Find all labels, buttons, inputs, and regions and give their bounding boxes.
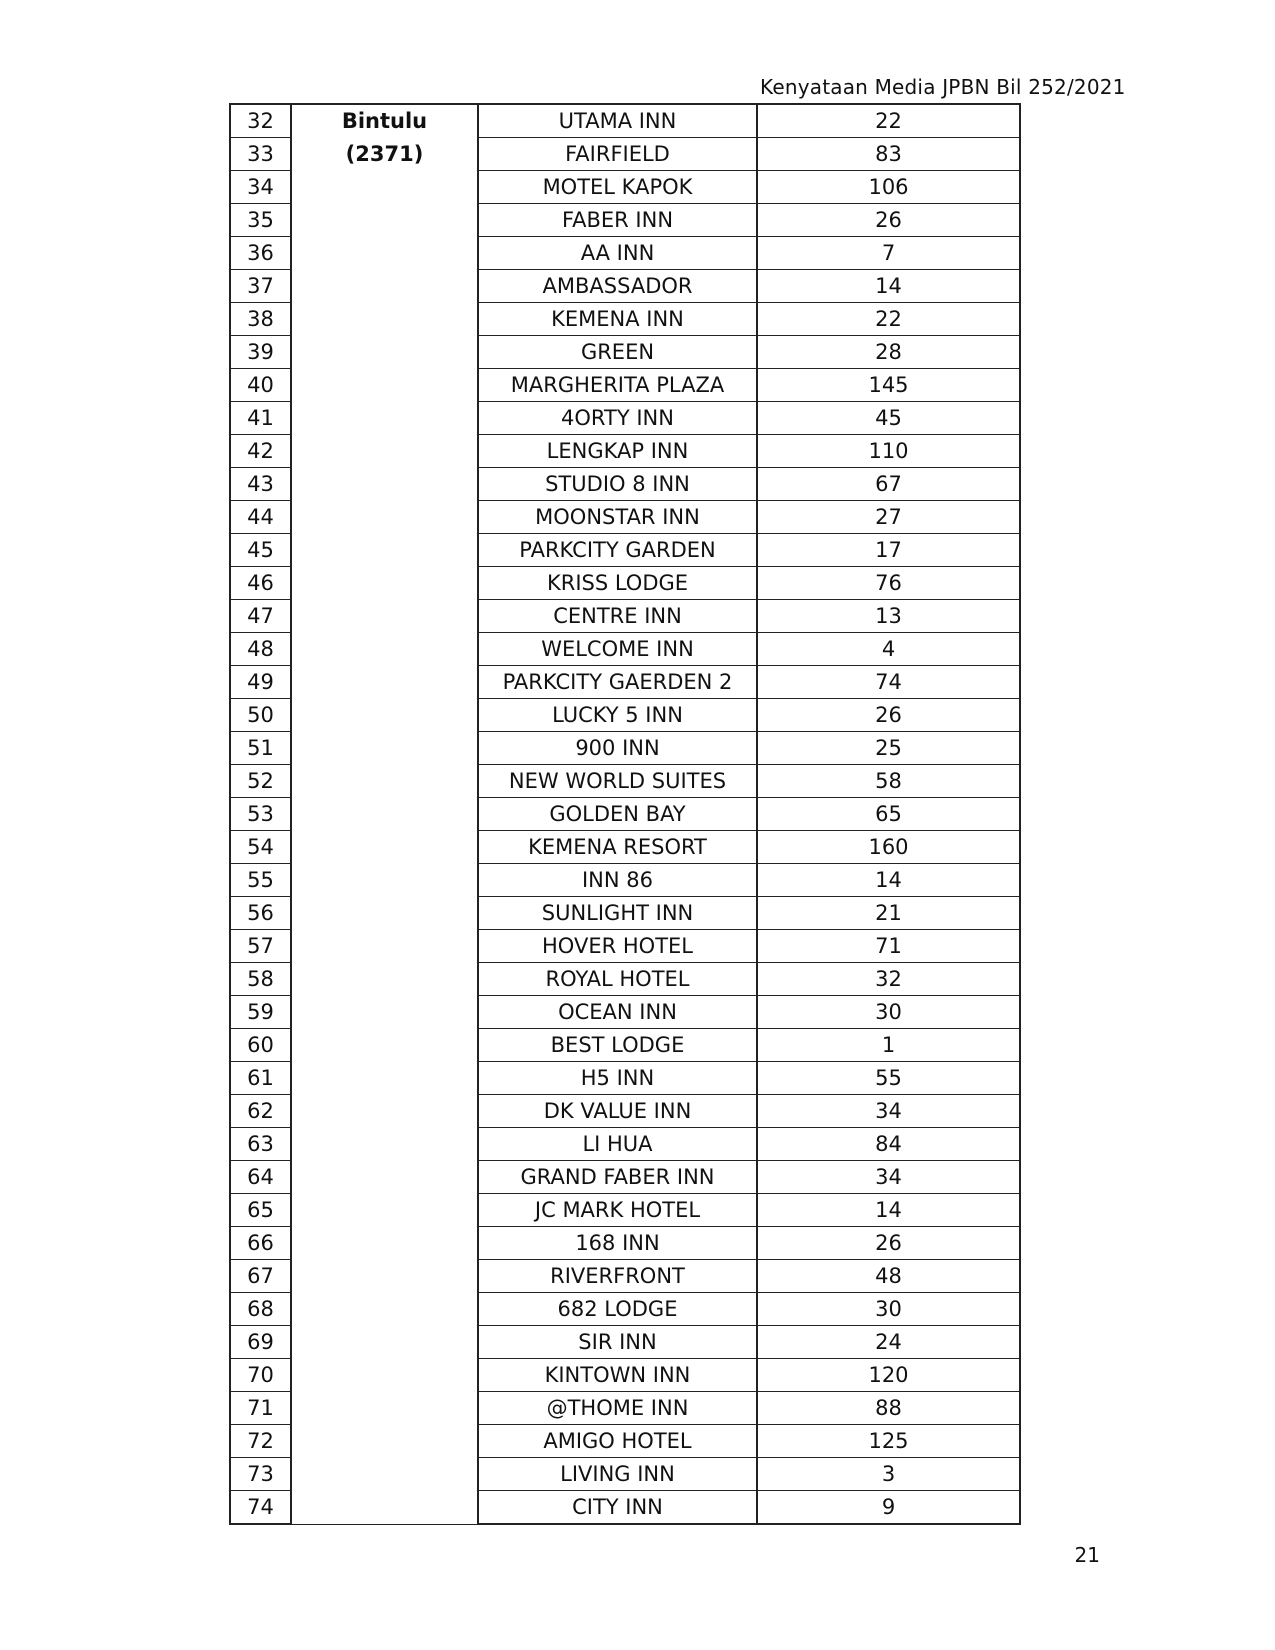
hotel-count: 76 (757, 567, 1020, 600)
row-number: 64 (230, 1161, 291, 1194)
row-number: 58 (230, 963, 291, 996)
row-number: 41 (230, 402, 291, 435)
hotel-count: 125 (757, 1425, 1020, 1458)
row-number: 50 (230, 699, 291, 732)
row-number: 38 (230, 303, 291, 336)
hotel-name: NEW WORLD SUITES (478, 765, 757, 798)
row-number: 48 (230, 633, 291, 666)
hotel-name: CITY INN (478, 1491, 757, 1525)
hotel-name: DK VALUE INN (478, 1095, 757, 1128)
hotel-table-body (230, 104, 1020, 1524)
row-number: 71 (230, 1392, 291, 1425)
row-number: 36 (230, 237, 291, 270)
hotel-count: 71 (757, 930, 1020, 963)
hotel-count: 14 (757, 270, 1020, 303)
hotel-name: LUCKY 5 INN (478, 699, 757, 732)
hotel-name: PARKCITY GAERDEN 2 (478, 666, 757, 699)
hotel-count: 84 (757, 1128, 1020, 1161)
row-number: 49 (230, 666, 291, 699)
hotel-count: 58 (757, 765, 1020, 798)
hotel-name: KRISS LODGE (478, 567, 757, 600)
hotel-count: 67 (757, 468, 1020, 501)
hotel-name: @THOME INN (478, 1392, 757, 1425)
hotel-name: MOONSTAR INN (478, 501, 757, 534)
hotel-count: 1 (757, 1029, 1020, 1062)
row-number: 54 (230, 831, 291, 864)
hotel-name: WELCOME INN (478, 633, 757, 666)
hotel-name: LIVING INN (478, 1458, 757, 1491)
row-number: 34 (230, 171, 291, 204)
hotel-count: 7 (757, 237, 1020, 270)
hotel-count: 14 (757, 1194, 1020, 1227)
row-number: 53 (230, 798, 291, 831)
row-number: 60 (230, 1029, 291, 1062)
row-number: 73 (230, 1458, 291, 1491)
row-number: 42 (230, 435, 291, 468)
row-number: 70 (230, 1359, 291, 1392)
region-name: Bintulu (341, 109, 428, 133)
row-number: 32 (230, 104, 291, 138)
hotel-name: GOLDEN BAY (478, 798, 757, 831)
hotel-name: GREEN (478, 336, 757, 369)
hotel-name: LENGKAP INN (478, 435, 757, 468)
row-number: 45 (230, 534, 291, 567)
row-number: 47 (230, 600, 291, 633)
hotel-name: 682 LODGE (478, 1293, 757, 1326)
row-number: 68 (230, 1293, 291, 1326)
hotel-count: 32 (757, 963, 1020, 996)
region-cell (291, 104, 478, 1524)
hotel-count: 34 (757, 1095, 1020, 1128)
row-number: 67 (230, 1260, 291, 1293)
document-reference: Kenyataan Media JPBN Bil 252/2021 (760, 75, 1126, 99)
row-number: 61 (230, 1062, 291, 1095)
hotel-count: 120 (757, 1359, 1020, 1392)
hotel-name: FABER INN (478, 204, 757, 237)
row-number: 44 (230, 501, 291, 534)
hotel-name: MOTEL KAPOK (478, 171, 757, 204)
hotel-count: 17 (757, 534, 1020, 567)
hotel-name: CENTRE INN (478, 600, 757, 633)
hotel-name: LI HUA (478, 1128, 757, 1161)
row-number: 66 (230, 1227, 291, 1260)
hotel-count: 30 (757, 1293, 1020, 1326)
hotel-count: 9 (757, 1491, 1020, 1525)
hotel-count: 24 (757, 1326, 1020, 1359)
hotel-count: 160 (757, 831, 1020, 864)
hotel-count: 22 (757, 104, 1020, 138)
row-number: 74 (230, 1491, 291, 1525)
page-number: 21 (1074, 1543, 1100, 1567)
hotel-name: 4ORTY INN (478, 402, 757, 435)
row-number: 39 (230, 336, 291, 369)
hotel-name: ROYAL HOTEL (478, 963, 757, 996)
hotel-count: 45 (757, 402, 1020, 435)
hotel-table (229, 103, 1021, 1525)
row-number: 43 (230, 468, 291, 501)
hotel-count: 65 (757, 798, 1020, 831)
row-number: 46 (230, 567, 291, 600)
hotel-name: SIR INN (478, 1326, 757, 1359)
hotel-count: 34 (757, 1161, 1020, 1194)
hotel-name: MARGHERITA PLAZA (478, 369, 757, 402)
hotel-count: 26 (757, 1227, 1020, 1260)
row-number: 62 (230, 1095, 291, 1128)
hotel-count: 28 (757, 336, 1020, 369)
hotel-name: HOVER HOTEL (478, 930, 757, 963)
hotel-count: 26 (757, 699, 1020, 732)
row-number: 37 (230, 270, 291, 303)
hotel-count: 55 (757, 1062, 1020, 1095)
row-number: 55 (230, 864, 291, 897)
hotel-name: OCEAN INN (478, 996, 757, 1029)
hotel-count: 30 (757, 996, 1020, 1029)
hotel-name: H5 INN (478, 1062, 757, 1095)
hotel-name: AA INN (478, 237, 757, 270)
hotel-name: RIVERFRONT (478, 1260, 757, 1293)
hotel-count: 74 (757, 666, 1020, 699)
hotel-name: UTAMA INN (478, 104, 757, 138)
row-number: 52 (230, 765, 291, 798)
row-number: 40 (230, 369, 291, 402)
hotel-name: BEST LODGE (478, 1029, 757, 1062)
region-total: (2371) (345, 142, 424, 166)
hotel-name: GRAND FABER INN (478, 1161, 757, 1194)
hotel-name: FAIRFIELD (478, 138, 757, 171)
row-number: 65 (230, 1194, 291, 1227)
hotel-name: AMBASSADOR (478, 270, 757, 303)
row-number: 57 (230, 930, 291, 963)
hotel-count: 3 (757, 1458, 1020, 1491)
hotel-count: 4 (757, 633, 1020, 666)
hotel-count: 110 (757, 435, 1020, 468)
hotel-name: PARKCITY GARDEN (478, 534, 757, 567)
hotel-count: 25 (757, 732, 1020, 765)
row-number: 56 (230, 897, 291, 930)
hotel-count: 106 (757, 171, 1020, 204)
hotel-count: 22 (757, 303, 1020, 336)
hotel-name: KEMENA INN (478, 303, 757, 336)
row-number: 33 (230, 138, 291, 171)
hotel-count: 26 (757, 204, 1020, 237)
hotel-name: KEMENA RESORT (478, 831, 757, 864)
hotel-count: 48 (757, 1260, 1020, 1293)
hotel-name: JC MARK HOTEL (478, 1194, 757, 1227)
hotel-count: 21 (757, 897, 1020, 930)
hotel-count: 13 (757, 600, 1020, 633)
hotel-count: 27 (757, 501, 1020, 534)
hotel-name: 900 INN (478, 732, 757, 765)
hotel-count: 83 (757, 138, 1020, 171)
row-number: 69 (230, 1326, 291, 1359)
row-number: 51 (230, 732, 291, 765)
row-number: 63 (230, 1128, 291, 1161)
hotel-count: 145 (757, 369, 1020, 402)
table-row (230, 104, 1020, 138)
hotel-name: 168 INN (478, 1227, 757, 1260)
row-number: 72 (230, 1425, 291, 1458)
hotel-count: 88 (757, 1392, 1020, 1425)
row-number: 59 (230, 996, 291, 1029)
hotel-name: INN 86 (478, 864, 757, 897)
hotel-name: SUNLIGHT INN (478, 897, 757, 930)
hotel-name: STUDIO 8 INN (478, 468, 757, 501)
hotel-name: KINTOWN INN (478, 1359, 757, 1392)
row-number: 35 (230, 204, 291, 237)
hotel-name: AMIGO HOTEL (478, 1425, 757, 1458)
hotel-count: 14 (757, 864, 1020, 897)
